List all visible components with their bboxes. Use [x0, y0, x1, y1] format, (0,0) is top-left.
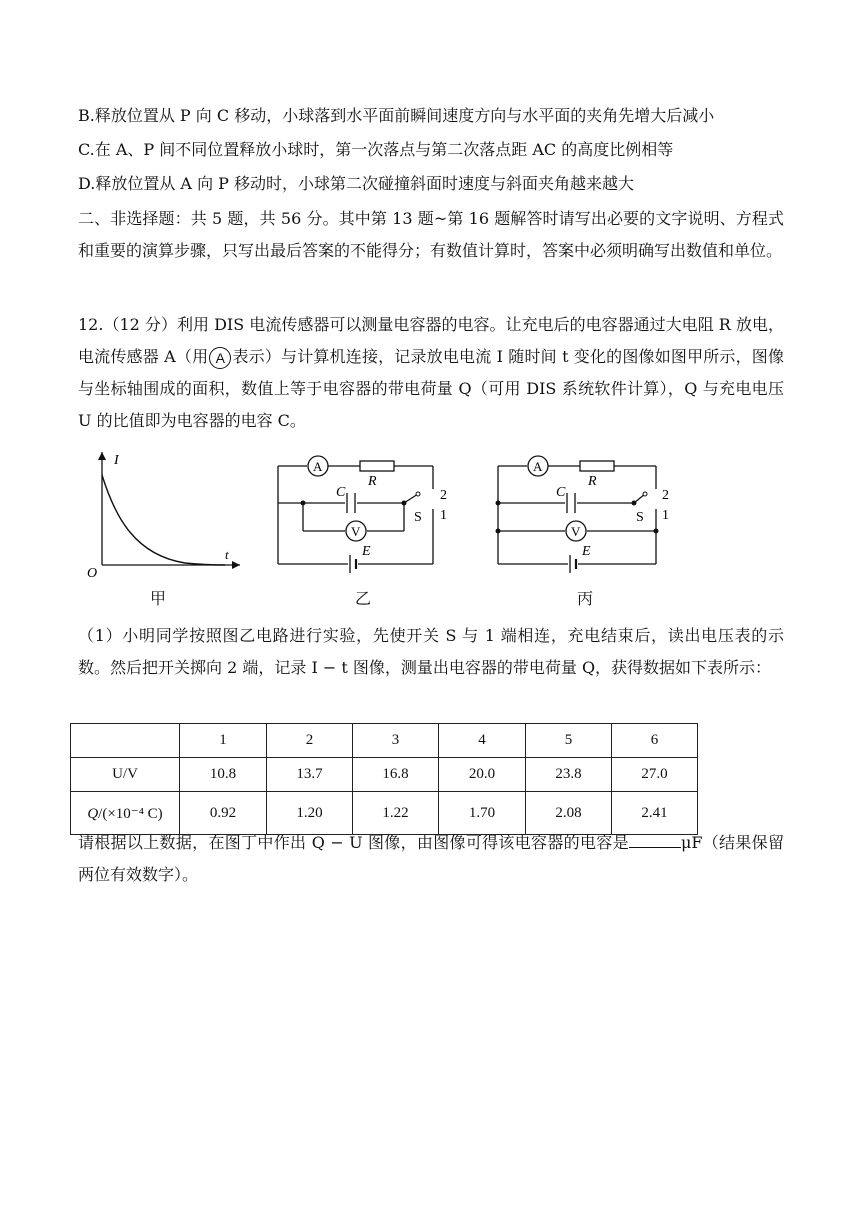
figure-jia-caption: 甲	[150, 589, 167, 608]
table-cell: 20.0	[439, 758, 526, 792]
table-cell: 10.8	[180, 758, 267, 792]
q12-part1-text: （1）小明同学按照图乙电路进行实验，先使开关 S 与 1 端相连，充电结束后，读出电压表的示数。然后把开关掷向 2 端，记录 I − t 图像，测量出电容器的带电荷量 Q，获得数据如下表所示：	[78, 626, 784, 677]
figure-bing-caption: 丙	[577, 589, 594, 608]
option-d: D.释放位置从 A 向 P 移动时，小球第二次碰撞斜面时速度与斜面夹角越来越大	[78, 174, 635, 193]
table-header-cell: 1	[180, 724, 267, 758]
q12-ask-part-b: μF（结果保留两位有效数字）。	[78, 833, 784, 884]
switch-pos-2: 2	[440, 488, 447, 503]
table-cell: 1.22	[353, 792, 439, 835]
table-header-cell: 6	[612, 724, 698, 758]
table-cell: 2.08	[526, 792, 612, 835]
table-cell: 27.0	[612, 758, 698, 792]
table-cell: 13.7	[267, 758, 353, 792]
switch-pos-1: 1	[662, 508, 669, 523]
q12-ask	[78, 827, 784, 891]
switch-pos-2: 2	[662, 488, 669, 503]
table-header-cell: 5	[526, 724, 612, 758]
x-axis-label: t	[225, 547, 229, 562]
table-cell: 1.70	[439, 792, 526, 835]
figure-yi-circuit	[268, 447, 458, 582]
table-cell: 1.20	[267, 792, 353, 835]
table-header-cell: 3	[353, 724, 439, 758]
table-row-u	[71, 758, 698, 792]
voltmeter-label: V	[351, 524, 361, 539]
battery-label: E	[582, 544, 591, 559]
table-header-cell	[71, 724, 180, 758]
option-c: C.在 A、P 间不同位置释放小球时，第一次落点与第二次落点距 AC 的高度比例相等	[78, 140, 674, 159]
resistor-label: R	[588, 474, 597, 489]
ammeter-label: A	[533, 459, 543, 474]
discharge-curve	[102, 475, 225, 565]
q12-intro-part-a: 12.（12 分）利用 DIS 电流传感器可以测量电容器的电容。让充电后的电容器通过大电阻 R 放电，电流传感器 A（用	[78, 315, 784, 366]
table-cell: 0.92	[180, 792, 267, 835]
origin-label: O	[87, 566, 98, 581]
capacitor-label: C	[336, 485, 346, 500]
table-cell: 2.41	[612, 792, 698, 835]
ammeter-label: A	[313, 459, 323, 474]
figure-jia-graph	[85, 447, 245, 582]
table-cell: 23.8	[526, 758, 612, 792]
figure-yi-caption: 乙	[355, 589, 372, 608]
ammeter-symbol-icon: A	[209, 347, 231, 369]
q-unit: /(×10⁻⁴ C)	[98, 805, 163, 822]
q-symbol: Q	[87, 805, 99, 822]
u-row-label: U/V	[71, 758, 180, 792]
table-header-row	[71, 724, 698, 758]
table-header-cell: 2	[267, 724, 353, 758]
option-b: B.释放位置从 P 向 C 移动，小球落到水平面前瞬间速度方向与水平面的夹角先增大后减小	[78, 106, 715, 125]
switch-pos-1: 1	[440, 508, 447, 523]
q12-intro	[78, 309, 784, 437]
section-2-instructions: 二、非选择题：共 5 题，共 56 分。其中第 13 题~第 16 题解答时请写出必要的文字说明、方程式和重要的演算步骤，只写出最后答案的不能得分；有数值计算时，答案中必须明确写出数值和单位。	[78, 209, 784, 260]
capacitor-label: C	[556, 485, 566, 500]
resistor-label: R	[368, 474, 377, 489]
figure-bing-circuit	[488, 447, 678, 582]
q12-intro-part-b: 表示）与计算机连接，记录放电电流 I 随时间 t 变化的图像如图甲所示，图像与坐标轴围成的面积，数值上等于电容器的带电荷量 Q（可用 DIS 系统软件计算），Q 与充电电压 U 的比值即为电容器的电容 C。	[78, 347, 784, 430]
y-axis-label: I	[114, 453, 119, 468]
switch-label: S	[636, 510, 644, 525]
data-table	[70, 723, 698, 835]
switch-label: S	[414, 510, 422, 525]
q12-ask-part-a: 请根据以上数据，在图丁中作出 Q − U 图像，由图像可得该电容器的电容是	[78, 833, 629, 852]
answer-blank[interactable]	[629, 831, 681, 848]
table-cell: 16.8	[353, 758, 439, 792]
table-header-cell: 4	[439, 724, 526, 758]
voltmeter-label: V	[571, 524, 581, 539]
battery-label: E	[362, 544, 371, 559]
